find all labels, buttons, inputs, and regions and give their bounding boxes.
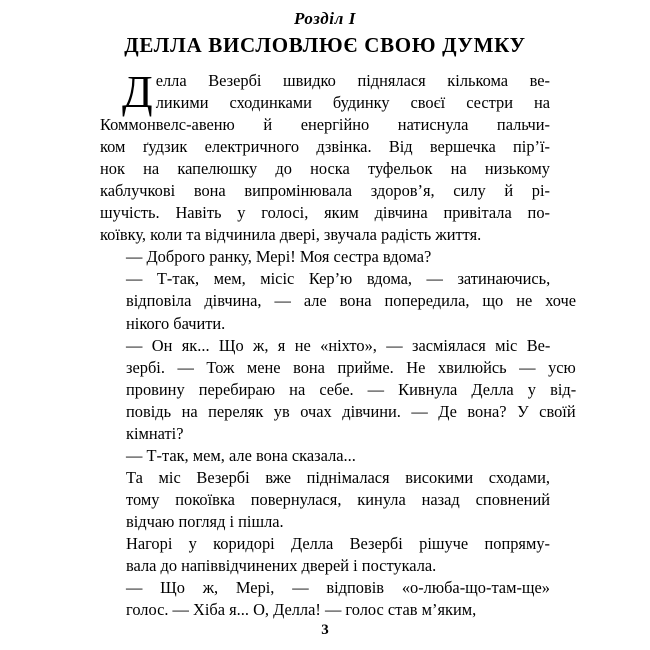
text-line: — Т-так, мем, але вона сказала... [126, 445, 356, 465]
body-text [100, 67, 577, 621]
paragraph [100, 246, 550, 268]
text-line: повідь на переляк ув очах дівчини. — Де вона? У своїй [126, 401, 576, 421]
text-line: тому покоївка повернулася, кинула назад сповнений [126, 489, 550, 509]
paragraph [100, 533, 550, 577]
text-line: провину перебираю на себе. — Кивнула Делла у від- [126, 379, 577, 399]
chapter-title: ДЕЛЛА ВИСЛОВЛЮЄ СВОЮ ДУМКУ [124, 33, 526, 57]
text-line: кімнаті? [126, 423, 184, 443]
text-line: — Доброго ранку, Мері! Моя сестра вдома? [126, 247, 432, 267]
text-line: ком ґудзик електричного дзвінка. Від вершечка пір’ї- [100, 137, 550, 157]
text-line: — Що ж, Мері, — відповів «о-люба-що-там-ще» [126, 578, 550, 598]
text-line: каблучкові вона випромінювала здоров’я, силу й рі- [100, 181, 550, 201]
text-line: — Т-так, мем, місіс Кер’ю вдома, — затинаючись, [126, 269, 551, 289]
paragraph [100, 467, 550, 533]
paragraph [100, 67, 550, 246]
text-line: Та міс Везербі вже піднімалася високими сходами, [126, 467, 550, 487]
text-line: коївку, коли та відчинила двері, звучала радість життя. [100, 225, 482, 245]
page-number: 3 [321, 622, 329, 638]
text-line: елла Везербі швидко піднялася кількома ве- [155, 71, 550, 90]
text-line: ликими сходинками будинку своєї сестри на [155, 93, 550, 113]
text-line: відповіла дівчина, — але вона попередила, що не хоче [126, 291, 577, 311]
text-line: Нагорі у коридорі Делла Везербі рішуче попряму- [126, 533, 550, 553]
text-line: шучість. Навіть у голосі, яким дівчина привітала по- [100, 203, 550, 223]
text-line: вала до напіввідчинених дверей і постукала. [126, 556, 437, 576]
text-line: нікого бачити. [126, 313, 226, 333]
text-line: відчаю погляд і пішла. [126, 511, 284, 531]
chapter-label: Розділ I [293, 9, 356, 28]
text-line: зербі. — Тож мене вона прийме. Не хвилюйсь — усю [126, 357, 576, 377]
paragraph [100, 445, 550, 467]
text-line: Коммонвелс-авеню й енергійно натиснула пальчи- [100, 115, 550, 135]
text-line: голос. — Хіба я... О, Делла! — голос став м’яким, [126, 600, 477, 620]
paragraph [100, 335, 577, 445]
paragraph [100, 268, 577, 334]
text-line: — Он як... Що ж, я не «ніхто», — засміялася міс Ве- [126, 335, 551, 355]
drop-cap: Д [122, 67, 153, 117]
paragraph [100, 577, 550, 621]
text-line: нок на капелюшку до носка туфельок на низькому [100, 159, 550, 179]
